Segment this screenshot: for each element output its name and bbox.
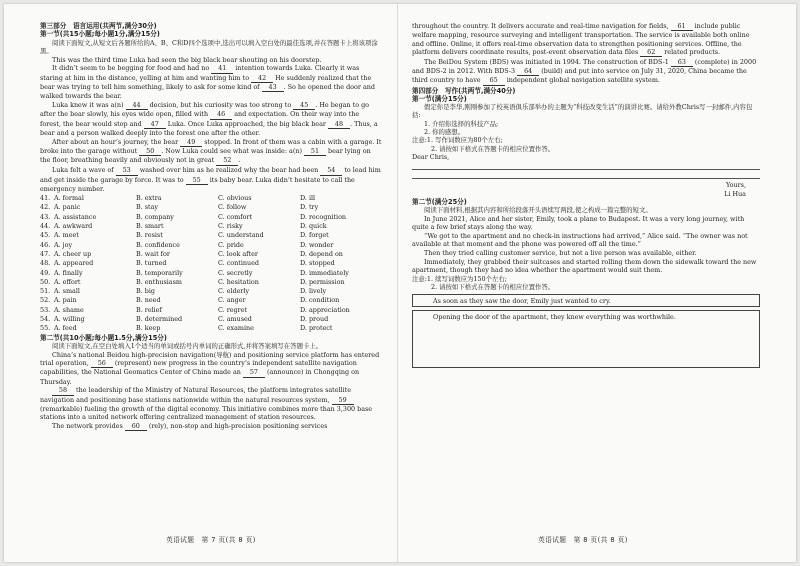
cloze-text: to lead him and get inside the garage by force. It was to xyxy=(40,166,381,184)
blank-49: 49 xyxy=(180,138,202,147)
grammar-text: independent global navigation satellite system. xyxy=(506,76,660,85)
cloze-text: its baby bear. Luka didn’t hesitate to call the emergency number. xyxy=(40,175,355,193)
blank-47: 47 xyxy=(144,120,166,129)
grammar-text: (build) and put into service on July 31, 2020, China became the third country to have xyxy=(412,66,747,85)
cloze-text: . Thus, a bear and a person walked deeply into the forest one after the other. xyxy=(40,119,378,138)
blank-58: 58 xyxy=(52,386,74,395)
writing-2-note-2: 2. 请按如下格式在答题卡的相应位置作答。 xyxy=(431,282,555,291)
grammar-text: China’s national Beidou high-precision navigation(导航) and positioning service platform has entered trial operation, xyxy=(40,350,380,367)
option-b: B. company xyxy=(136,212,174,221)
grammar-paragraph-3-continued xyxy=(412,22,760,57)
option-a: A. awkward xyxy=(54,222,93,231)
blank-65: 65 xyxy=(483,76,505,85)
story-paragraph-3: Then they tried calling customer service, but not a live person was available, either. xyxy=(424,249,697,258)
blank-61: 61 xyxy=(671,22,693,31)
option-row xyxy=(40,222,382,230)
option-a: A. small xyxy=(54,287,80,296)
writing-1-item-2: 2. 你的感想。 xyxy=(424,128,465,137)
option-row xyxy=(40,213,382,221)
option-row xyxy=(40,315,382,323)
cloze-instructions: 阅读下面短文,从短文后各题所给的A、B、C和D四个选项中,选出可以填入空白处的最佳选项,并在答题卡上将该项涂黑。 xyxy=(40,38,378,55)
grammar-text: (remarkable) fueling the growth of the digital economy. This initiative combines more than 3,300 base stations into a united network offering centralized management of station resources. xyxy=(40,404,373,422)
blank-50: 50 xyxy=(139,147,161,156)
grammar-instructions: 阅读下面短文,在空白处填入1个适当的单词或括号内单词的正确形式,并将答案填写在答题卡上。 xyxy=(52,341,323,350)
cloze-text: intention towards Luka. Clearly it was staring at him in the distance, yelling at him and wanting him to xyxy=(40,64,360,82)
option-a: A. formal xyxy=(54,194,84,203)
cloze-paragraph-1 xyxy=(40,56,382,64)
option-d: D. proud xyxy=(300,315,329,323)
option-b: B. temporarily xyxy=(136,268,183,277)
grammar-text: (rely), non-stop and high-precision positioning services xyxy=(148,422,328,431)
option-c: C. anger xyxy=(218,296,246,305)
grammar-paragraph-2 xyxy=(40,386,382,421)
option-row xyxy=(40,203,382,211)
option-c: C. understand xyxy=(218,231,264,240)
option-row xyxy=(40,296,382,304)
cloze-paragraph-5 xyxy=(40,166,382,193)
blank-62: 62 xyxy=(640,48,662,57)
blank-59: 59 xyxy=(332,396,354,405)
option-d: D. protect xyxy=(300,324,333,333)
option-row xyxy=(40,259,382,267)
grammar-text: (represent) new progress in the country’s independent satellite navigation capabilities, the National Geomatics Center of China made an xyxy=(40,358,357,377)
page-fold-divider xyxy=(397,4,398,562)
option-row xyxy=(40,231,382,239)
question-number: 48. xyxy=(40,259,51,268)
option-row xyxy=(40,241,382,249)
option-d: D. wonder xyxy=(300,240,334,249)
grammar-text: include public welfare mapping, resource surveying and intelligent transportation. The service is available both online and offline. Online, it offers real-time observation data to strengthen positioning services. Offline, the platform delivers coordinate results, post-event observation data files xyxy=(412,22,750,56)
grammar-paragraph-1 xyxy=(40,351,382,386)
blank-55: 55 xyxy=(186,176,208,185)
cloze-text: This was the third time Luka had seen the big black bear shouting on his doorstep. xyxy=(52,55,322,64)
option-a: A. assistance xyxy=(54,212,97,221)
option-b: B. stay xyxy=(136,203,159,212)
option-a: A. effort xyxy=(54,277,81,286)
blank-54: 54 xyxy=(320,166,342,175)
question-number: 44. xyxy=(40,222,51,231)
page-8 xyxy=(412,22,760,542)
question-number: 53. xyxy=(40,305,51,314)
blank-57: 57 xyxy=(243,368,265,377)
cloze-text: He suddenly realized that the bear was trying to tell him something, likely to ask for some kind of xyxy=(40,73,372,92)
option-c: C. examine xyxy=(218,324,254,333)
question-number: 54. xyxy=(40,315,51,323)
question-number: 43. xyxy=(40,212,51,221)
cloze-text: He began to go after the bear slowly, his eyes wide open, filled with xyxy=(40,101,370,119)
cloze-text: Luka knew it was a(n) xyxy=(52,101,124,110)
option-b: B. extra xyxy=(136,194,162,203)
option-d: D. condition xyxy=(300,296,340,305)
blank-45: 45 xyxy=(293,101,315,110)
question-number: 55. xyxy=(40,324,51,333)
cloze-section-title: 第一节(共15小题;每小题1分,满分15分) xyxy=(40,30,160,39)
option-a: A. meet xyxy=(54,231,79,240)
question-number: 49. xyxy=(40,268,51,277)
blank-63: 63 xyxy=(671,58,693,67)
option-a: A. pain xyxy=(54,296,77,305)
option-a: A. joy xyxy=(54,240,73,249)
question-number: 46. xyxy=(40,240,51,249)
option-c: C. risky xyxy=(218,222,243,231)
option-c: C. obvious xyxy=(218,194,252,203)
question-number: 51. xyxy=(40,287,51,296)
option-d: D. ill xyxy=(300,194,316,203)
question-number: 52. xyxy=(40,296,51,305)
option-c: C. regret xyxy=(218,305,248,314)
grammar-paragraph-3 xyxy=(40,422,382,431)
page-8-footer: 英语试题 第 8 页(共 8 页) xyxy=(538,536,628,544)
grammar-text: (announce) in Chongqing on Thursday. xyxy=(40,368,360,386)
grammar-text: throughout the country. It delivers accurate and real-time navigation for fields, xyxy=(412,22,669,30)
writing-2-note-1: 注意:1. 续写词数应为150个左右; xyxy=(412,274,507,283)
option-d: D. try xyxy=(300,203,319,212)
option-d: D. recognition xyxy=(300,212,347,221)
option-a: A. panic xyxy=(54,203,81,212)
blank-43: 43 xyxy=(262,83,284,92)
option-c: C. follow xyxy=(218,203,247,212)
option-c: C. comfort xyxy=(218,212,253,221)
option-a: A. cheer up xyxy=(54,249,92,258)
blank-60: 60 xyxy=(125,422,147,431)
option-c: C. secretly xyxy=(218,268,253,277)
question-number: 42. xyxy=(40,203,51,212)
cloze-text: stopped. In front of them was a cabin with a garage. It broke into the garage without xyxy=(40,137,382,156)
blank-52: 52 xyxy=(216,156,238,165)
question-number: 50. xyxy=(40,277,51,286)
cloze-text: and expectation. On their way into the forest, the bear would stop and xyxy=(40,110,360,128)
option-d: D. quick xyxy=(300,222,327,231)
option-row xyxy=(40,250,382,258)
story-paragraph-4: Immediately, they grabbed their suitcases and started rolling them down the sidewalk toward the new apartment, though they had no idea whether the apartment would suit them. xyxy=(412,257,757,275)
option-d: D. lively xyxy=(300,287,327,296)
cloze-text: It didn’t seem to be begging for food and had no xyxy=(52,64,210,73)
blank-44: 44 xyxy=(126,101,148,110)
continuation-box-1 xyxy=(412,294,760,307)
cloze-paragraph-2: It didn’t seem to be begging for food and had no 41 intention towards Luka. Clearly it was staring at him in the distance, yelling at him and wanting him to 42 He suddenly realized that the bear was trying to tell him something, likely to ask for some kind of 43 . So he opened the door and walked towards the bear. xyxy=(40,64,375,101)
option-row xyxy=(40,269,382,277)
question-number: 47. xyxy=(40,249,51,258)
story-paragraph-1: In June 2021, Alice and her sister, Emily, took a plane to Budapest. It was a very long journey, with quite a few brief stays along the way. xyxy=(412,214,745,232)
option-b: B. keep xyxy=(136,324,161,333)
option-b: B. enthusiasm xyxy=(136,277,182,286)
option-row xyxy=(40,306,382,314)
grammar-paragraph-4 xyxy=(412,58,760,86)
answer-line xyxy=(412,161,760,170)
blank-42: 42 xyxy=(251,74,273,83)
cloze-text: decision, but his curiosity was too strong to xyxy=(149,101,292,110)
option-c: C. hesitation xyxy=(218,277,259,286)
option-c: C. continued xyxy=(218,259,259,268)
page-7 xyxy=(40,22,382,542)
option-b: B. need xyxy=(136,296,161,305)
continuation-box-2 xyxy=(412,310,760,368)
page-7-footer: 英语试题 第 7 页(共 8 页) xyxy=(166,536,256,544)
option-b: B. smart xyxy=(136,222,164,231)
cloze-text: washed over him as he realized why the bear had been xyxy=(139,166,319,175)
option-d: D. appreciation xyxy=(300,305,350,314)
cloze-text: . Now Luka could see what was inside: a(n) xyxy=(161,147,302,156)
option-a: A. finally xyxy=(54,268,83,277)
option-b: B. big xyxy=(136,287,155,296)
option-b: B. confidence xyxy=(136,240,180,249)
continuation-prompt-1: As soon as they saw the door, Emily just wanted to cry. xyxy=(433,297,611,306)
option-b: B. turned xyxy=(136,259,167,268)
option-d: D. stopped xyxy=(300,259,335,268)
option-a: A. shame xyxy=(54,305,84,314)
option-a: A. willing xyxy=(54,315,85,323)
writing-1-item-1: 1. 介绍你选择的科技产品; xyxy=(424,119,499,128)
writing-1-title: 第一节(满分15分) xyxy=(412,94,467,103)
blank-48: 48 xyxy=(328,120,350,129)
cloze-paragraph-4: After about an hour’s journey, the bear 49 stopped. In front of them was a cabin with a garage. It broke into the garage without 50 . Now Luka could see what was inside: a(n) 51 bear lying on the floor, breathing heavily and obviously not in great 52 . xyxy=(40,137,382,165)
answer-options-list xyxy=(40,194,382,332)
story-paragraph-2: “We got to the apartment and no check-in instructions had arrived,” Alice said. “The owner was not available at that moment and the phone was powered off all the time.” xyxy=(412,232,748,249)
option-d: D. permission xyxy=(300,277,345,286)
option-d: D. immediately xyxy=(300,268,349,277)
cloze-text: So he opened the door and walked towards the bear. xyxy=(40,83,375,101)
option-row xyxy=(40,278,382,286)
cloze-text: Luka. Once Luka approached, the big black bear xyxy=(167,119,326,128)
writing-2-instructions: 阅读下面材料,根据其内容和所给段落开头语续写两段,使之构成一篇完整的短文。 xyxy=(424,206,652,215)
option-d: D. depend on xyxy=(300,249,343,258)
option-c: C. amused xyxy=(218,315,252,323)
question-number: 45. xyxy=(40,231,51,240)
grammar-text: (complete) in 2000 and BDS-2 in 2012. With BDS-3 xyxy=(412,57,757,75)
writing-2-title: 第二节(满分25分) xyxy=(412,197,467,206)
question-number: 41. xyxy=(40,194,51,203)
option-b: B. relief xyxy=(136,305,162,314)
cloze-text: After about an hour’s journey, the bear xyxy=(52,137,179,146)
option-d: D. forget xyxy=(300,231,329,240)
section-3-title: 第三部分 语言运用(共两节,满分30分) xyxy=(40,22,157,30)
writing-1-instructions: 假定你是李华,刚刚参加了校英语俱乐部举办的主题为“科技改变生活”的演讲比赛。请给外教Chris写一封邮件,内容包括: xyxy=(412,103,753,120)
blank-46: 46 xyxy=(210,110,232,119)
blank-64: 64 xyxy=(517,67,539,76)
option-row xyxy=(40,287,382,295)
option-b: B. resist xyxy=(136,231,163,240)
grammar-text: The BeiDou System (BDS) was initiated in 1994. The construction of BDS-1 xyxy=(424,57,669,66)
blank-51: 51 xyxy=(304,147,326,156)
option-a: A. feed xyxy=(54,324,77,333)
writing-1-note-2: 2. 请按如下格式在答题卡的相应位置作答。 xyxy=(431,144,555,153)
blank-53: 53 xyxy=(116,166,138,175)
option-b: B. determined xyxy=(136,315,183,323)
grammar-text: related products. xyxy=(664,47,721,56)
option-a: A. appeared xyxy=(54,259,94,268)
writing-1-note-1: 注意:1. 写作词数应为80个左右; xyxy=(412,136,503,145)
option-row xyxy=(40,324,382,332)
continuation-prompt-2: Opening the door of the apartment, they knew everything was worthwhile. xyxy=(433,313,676,322)
answer-line xyxy=(412,170,760,179)
blank-41: 41 xyxy=(211,64,233,73)
option-row xyxy=(40,194,382,202)
letter-signature: Li Hua xyxy=(724,189,746,198)
section-4-title: 第四部分 写作(共两节,满分40分) xyxy=(412,86,516,95)
cloze-paragraph-3: Luka knew it was a(n) 44 decision, but his curiosity was too strong to 45 . He began to go after the bear slowly, his eyes wide open, filled with 46 and expectation. On their way into the forest, the bear would stop and 47 Luka. Once Luka approached, the big black bear 48 . Thus, a bear and a person walked deeply into the forest one after the other. xyxy=(40,101,378,138)
grammar-section-title: 第二节(共10小题;每小题1.5分,满分15分) xyxy=(40,333,167,342)
grammar-text: The network provides xyxy=(52,422,123,431)
letter-salutation: Dear Chris, xyxy=(412,152,450,161)
option-c: C. pride xyxy=(218,240,244,249)
option-b: B. wait for xyxy=(136,249,170,258)
blank-56: 56 xyxy=(91,359,113,368)
cloze-text: Luka felt a wave of xyxy=(52,166,114,175)
letter-closing: Yours, xyxy=(726,181,746,190)
option-c: C. look after xyxy=(218,249,258,258)
grammar-text: the leadership of the Ministry of Natural Resources, the platform integrates satellite navigation and positioning base stations nationwide within the natural resources system, xyxy=(40,386,351,404)
cloze-text: bear lying on the floor, breathing heavily and obviously not in great xyxy=(40,147,371,165)
option-c: C. elderly xyxy=(218,287,250,296)
